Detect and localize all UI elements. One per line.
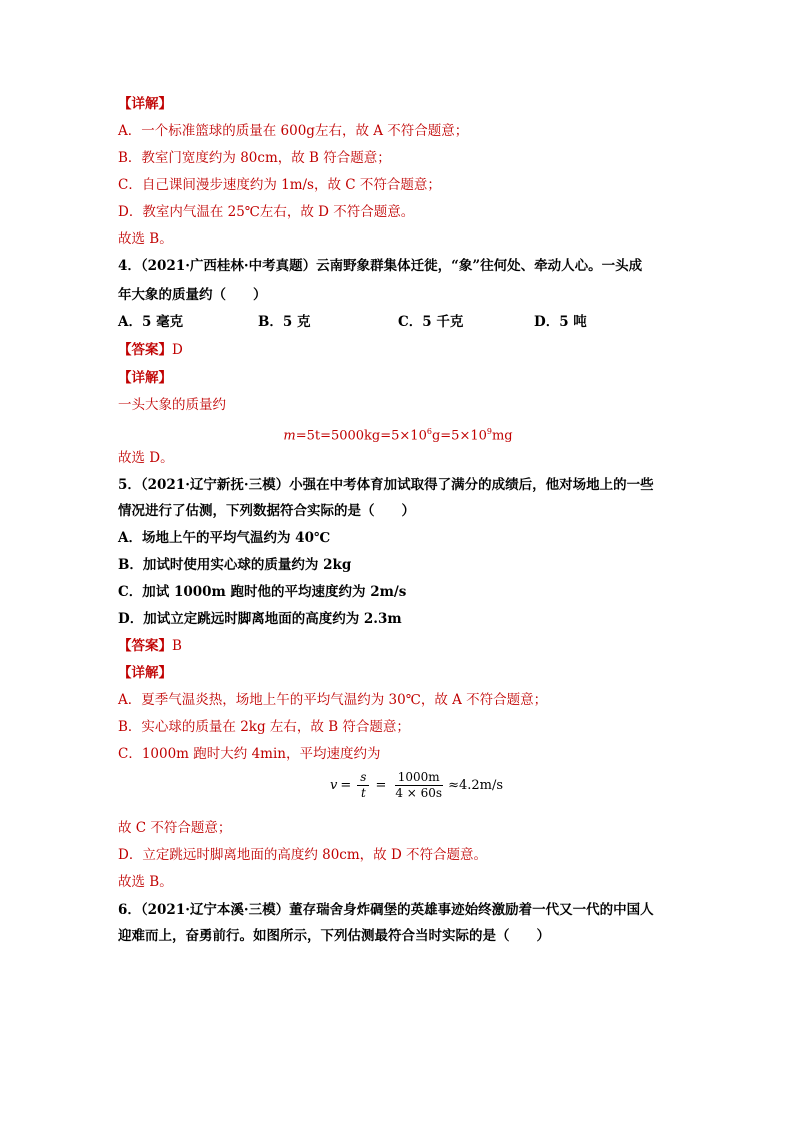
fraction-numerator: s: [357, 770, 369, 786]
q4-formula: [118, 422, 678, 446]
answer-label: 【答案】: [118, 342, 172, 358]
conclusion: 故选 B。: [118, 231, 173, 247]
formula-equals: =: [375, 778, 387, 793]
formula-part: g=5×10: [431, 428, 487, 444]
fraction-denominator: t: [360, 786, 366, 800]
fraction-denominator: 4 × 60s: [395, 786, 443, 800]
q5-option-c: C．加试 1000m 跑时他的平均速度约为 2m/s: [118, 584, 407, 600]
detail-line-b: B．教室门宽度约为 80cm，故 B 符合题意；: [118, 150, 391, 166]
q5-answer: [118, 636, 182, 656]
fraction-distance-over-time: [392, 770, 445, 801]
q5-option-a: A．场地上午的平均气温约为 40℃: [118, 530, 331, 546]
q4-detail-line: 一头大象的质量约: [118, 397, 226, 413]
q5-detail-line-c: C．1000m 跑时大约 4min，平均速度约为: [118, 746, 381, 762]
formula-var-v: v: [330, 778, 338, 793]
q5-speed-formula: [330, 770, 503, 801]
q6-stem-line2: 迎难而上，奋勇前行。如图所示，下列估测最符合当时实际的是（ ）: [118, 928, 550, 944]
q4-conclusion: 故选 D。: [118, 450, 174, 466]
formula-var-m: m: [283, 428, 296, 444]
detail-line-a: A．一个标准篮球的质量在 600g左右，故 A 不符合题意；: [118, 123, 469, 139]
q6-stem-line1: 6．（2021·辽宁本溪·三模）董存瑞舍身炸碉堡的英雄事迹始终激励着一代又一代的中国人: [118, 902, 654, 918]
q4-option-c: C．5 千克: [398, 314, 464, 330]
q5-option-d: D．加试立定跳远时脚离地面的高度约为 2.3m: [118, 611, 402, 627]
answer-value: D: [172, 342, 183, 358]
q4-option-a: A．5 毫克: [118, 314, 184, 330]
detail-line-d: D．教室内气温在 25℃左右，故 D 不符合题意。: [118, 204, 415, 220]
formula-exp: 6: [426, 427, 432, 436]
answer-label: 【答案】: [118, 638, 172, 654]
q5-stem-line2: 情况进行了估测，下列数据符合实际的是（ ）: [118, 503, 415, 519]
q4-stem-line1: 4．（2021·广西桂林·中考真题）云南野象群集体迁徙，“象”往何处、牵动人心。一头成: [118, 258, 643, 274]
detail-heading: 【详解】: [118, 96, 172, 112]
answer-value: B: [172, 638, 182, 654]
q5-option-b: B．加试时使用实心球的质量约为 2kg: [118, 557, 352, 573]
q4-option-d: D．5 吨: [534, 314, 587, 330]
q5-after-formula: 故 C 不符合题意；: [118, 820, 232, 836]
q5-detail-line-d: D．立定跳远时脚离地面的高度约 80cm，故 D 不符合题意。: [118, 847, 488, 863]
q4-stem-line2: 年大象的质量约（ ）: [118, 287, 267, 303]
detail-line-c: C．自己课间漫步速度约为 1m/s，故 C 不符合题意；: [118, 177, 441, 193]
q5-conclusion: 故选 B。: [118, 874, 173, 890]
q4-option-b: B．5 克: [258, 314, 311, 330]
fraction-numerator: 1000m: [395, 770, 443, 786]
q4-detail-heading: 【详解】: [118, 370, 172, 386]
formula-exp: 9: [486, 427, 492, 436]
q5-stem-line1: 5．（2021·辽宁新抚·三模）小强在中考体育加试取得了满分的成绩后，他对场地上的一些: [118, 477, 654, 493]
q5-detail-line-b: B．实心球的质量在 2kg 左右，故 B 符合题意；: [118, 719, 410, 735]
fraction-s-over-t: [357, 770, 369, 801]
formula-equals: =: [340, 778, 352, 793]
formula-part: mg: [491, 428, 513, 444]
formula-part: =5t=5000kg=5×10: [295, 428, 427, 444]
q5-detail-line-a: A．夏季气温炎热，场地上午的平均气温约为 30℃，故 A 不符合题意；: [118, 692, 548, 708]
q4-answer: [118, 340, 183, 360]
q5-detail-heading: 【详解】: [118, 665, 172, 681]
formula-result: ≈4.2m/s: [448, 778, 504, 793]
